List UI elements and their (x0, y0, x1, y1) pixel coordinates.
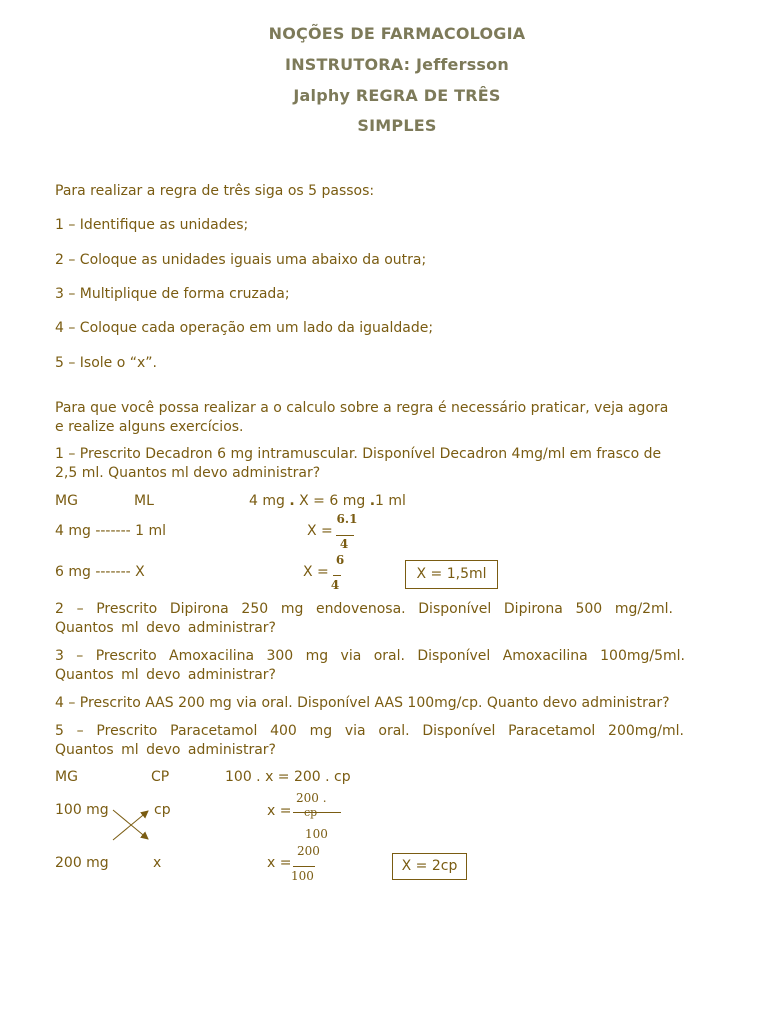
step-1: 1 – Identifique as unidades; (55, 217, 249, 233)
ex1-frac2-numerator: 6 (335, 553, 345, 567)
ex1-result-box: X = 1,5ml (405, 560, 498, 589)
cross-multiply-arrows (108, 807, 154, 843)
exercise-1-line1: 1 – Prescrito Decadron 6 mg intramuscular. Disponível Decadron 4mg/ml em frasco de (55, 446, 662, 462)
ex5-header-cp: CP (151, 769, 170, 785)
exercise-2-line2: Quantos ml devo administrar? (55, 620, 276, 636)
ex1-row2: 6 mg ------- X (55, 564, 145, 580)
page-title-line4: SIMPLES (357, 116, 437, 135)
intro-text: Para realizar a regra de três siga os 5 passos: (55, 183, 375, 199)
ex5-x-eq-2: x = (267, 855, 292, 871)
ex1-header-ml: ML (134, 493, 154, 509)
ex5-row1-left: 100 mg (55, 802, 109, 818)
ex5-frac1-cp: cp (304, 806, 318, 819)
exercise-3-line1: 3 – Prescrito Amoxacilina 300 mg via oral. Disponível Amoxacilina 100mg/5ml. (55, 648, 685, 664)
ex1-frac2-denominator: 4 (330, 578, 340, 592)
ex5-equation: 100 . x = 200 . cp (225, 769, 351, 785)
page-title-line3: Jalphy REGRA DE TRÊS (293, 86, 501, 105)
ex5-row1-right: cp (154, 802, 171, 818)
exercise-4-line1: 4 – Prescrito AAS 200 mg via oral. Disponível AAS 100mg/cp. Quanto devo administrar? (55, 695, 670, 711)
step-3: 3 – Multiplique de forma cruzada; (55, 286, 290, 302)
exercise-5-line2: Quantos ml devo administrar? (55, 742, 276, 758)
ex5-frac1-numerator: 200 . (296, 791, 327, 805)
ex5-x-eq-1: x = (267, 803, 292, 819)
ex5-result-box: X = 2cp (392, 853, 467, 880)
ex5-frac2-bar (293, 866, 315, 867)
ex5-frac2-numerator: 200 (297, 844, 320, 858)
ex1-header-mg: MG (55, 493, 78, 509)
ex1-equation: 4 mg . X = 6 mg .1 ml (249, 493, 406, 509)
exercise-2-line1: 2 – Prescrito Dipirona 250 mg endovenosa. Disponível Dipirona 500 mg/2ml. (55, 601, 673, 617)
ex1-frac1-numerator: 6.1 (336, 512, 358, 526)
ex5-header-mg: MG (55, 769, 78, 785)
ex5-row2-left: 200 mg (55, 855, 109, 871)
practice-line1: Para que você possa realizar a o calculo sobre a regra é necessário praticar, veja agora (55, 400, 669, 416)
ex5-frac2-denominator: 100 (291, 869, 314, 883)
ex5-frac1-denominator: 100 (305, 827, 328, 841)
exercise-5-line1: 5 – Prescrito Paracetamol 400 mg via oral. Disponível Paracetamol 200mg/ml. (55, 723, 684, 739)
page-title-line2: INSTRUTORA: Jeffersson (285, 55, 509, 74)
ex1-row1: 4 mg ------- 1 ml (55, 523, 167, 539)
ex1-frac1-bar (336, 535, 354, 536)
exercise-1-line2: 2,5 ml. Quantos ml devo administrar? (55, 465, 321, 481)
page-title-line1: NOÇÕES DE FARMACOLOGIA (268, 24, 526, 43)
step-5: 5 – Isole o “x”. (55, 355, 158, 371)
ex1-x-eq-2: X = (303, 564, 329, 580)
step-2: 2 – Coloque as unidades iguais uma abaixo da outra; (55, 252, 427, 268)
ex1-x-eq-1: X = (307, 523, 333, 539)
practice-line2: e realize alguns exercícios. (55, 419, 244, 435)
step-4: 4 – Coloque cada operação em um lado da igualdade; (55, 320, 434, 336)
ex1-frac2-bar (333, 575, 341, 576)
exercise-3-line2: Quantos ml devo administrar? (55, 667, 276, 683)
ex1-frac1-denominator: 4 (339, 537, 349, 551)
ex5-row2-right: x (153, 855, 162, 871)
